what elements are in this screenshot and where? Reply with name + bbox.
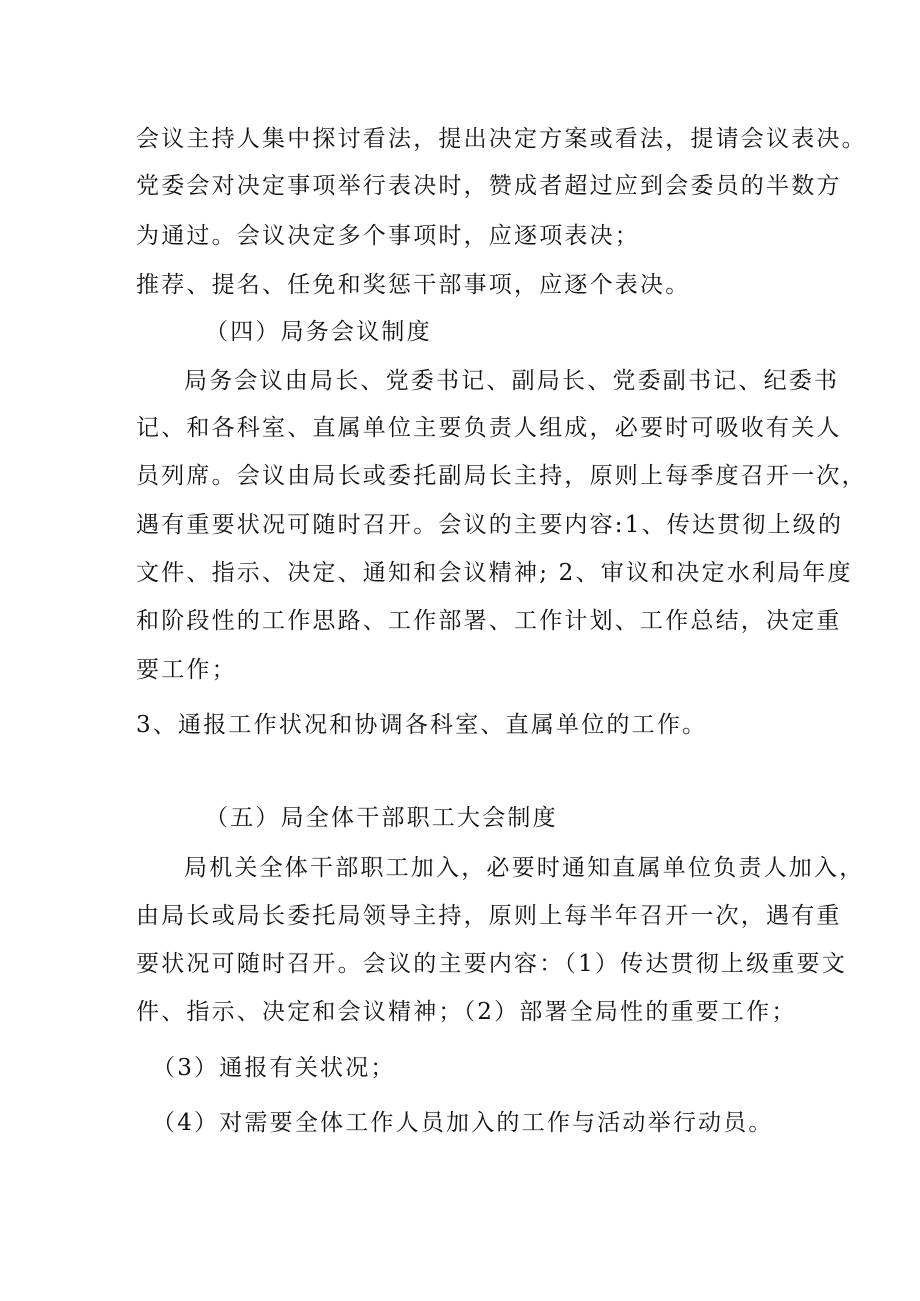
text-line: 遇有重要状况可随时召开。会议的主要内容:1、传达贯彻上级的 xyxy=(136,512,844,538)
text-line: 局务会议由局长、党委书记、副局长、党委副书记、纪委书 xyxy=(184,368,840,394)
text-line: 党委会对决定事项举行表决时，赞成者超过应到会委员的半数方 xyxy=(136,173,842,199)
text-line: 3、通报工作状况和协调各科室、直属单位的工作。 xyxy=(136,712,708,738)
text-line: 要工作； xyxy=(136,657,237,683)
text-line: 记、和各科室、直属单位主要负责人组成，必要时可吸收有关人 xyxy=(136,415,842,441)
text-line: 推荐、提名、任免和奖惩干部事项，应逐个表决。 xyxy=(136,272,691,298)
text-line: 局机关全体干部职工加入，必要时通知直属单位负责人加入， xyxy=(184,855,865,881)
text-line: 文件、指示、决定、通知和会议精神; 2、审议和决定水利局年度 xyxy=(136,560,853,586)
text-line: 和阶段性的工作思路、工作部署、工作计划、工作总结，决定重 xyxy=(136,608,842,634)
text-line: 为通过。会议决定多个事项时，应逐项表决； xyxy=(136,223,640,249)
section-heading-4: （四）局务会议制度 xyxy=(205,319,432,345)
list-item: （4）对需要全体工作人员加入的工作与活动举行动员。 xyxy=(152,1110,774,1136)
text-line: 会议主持人集中探讨看法，提出决定方案或看法，提请会议表决。 xyxy=(136,126,867,152)
text-line: 要状况可随时召开。会议的主要内容：（1）传达贯彻上级重要文 xyxy=(136,951,847,977)
text-line: 件、指示、决定和会议精神；（2）部署全局性的重要工作； xyxy=(136,999,797,1025)
list-item: （3）通报有关状况； xyxy=(152,1055,396,1081)
text-line: 员列席。会议由局长或委托副局长主持，原则上每季度召开一次， xyxy=(136,463,867,489)
text-line: 由局长或局长委托局领导主持，原则上每半年召开一次，遇有重 xyxy=(136,903,842,929)
section-heading-5: （五）局全体干部职工大会制度 xyxy=(205,805,558,831)
